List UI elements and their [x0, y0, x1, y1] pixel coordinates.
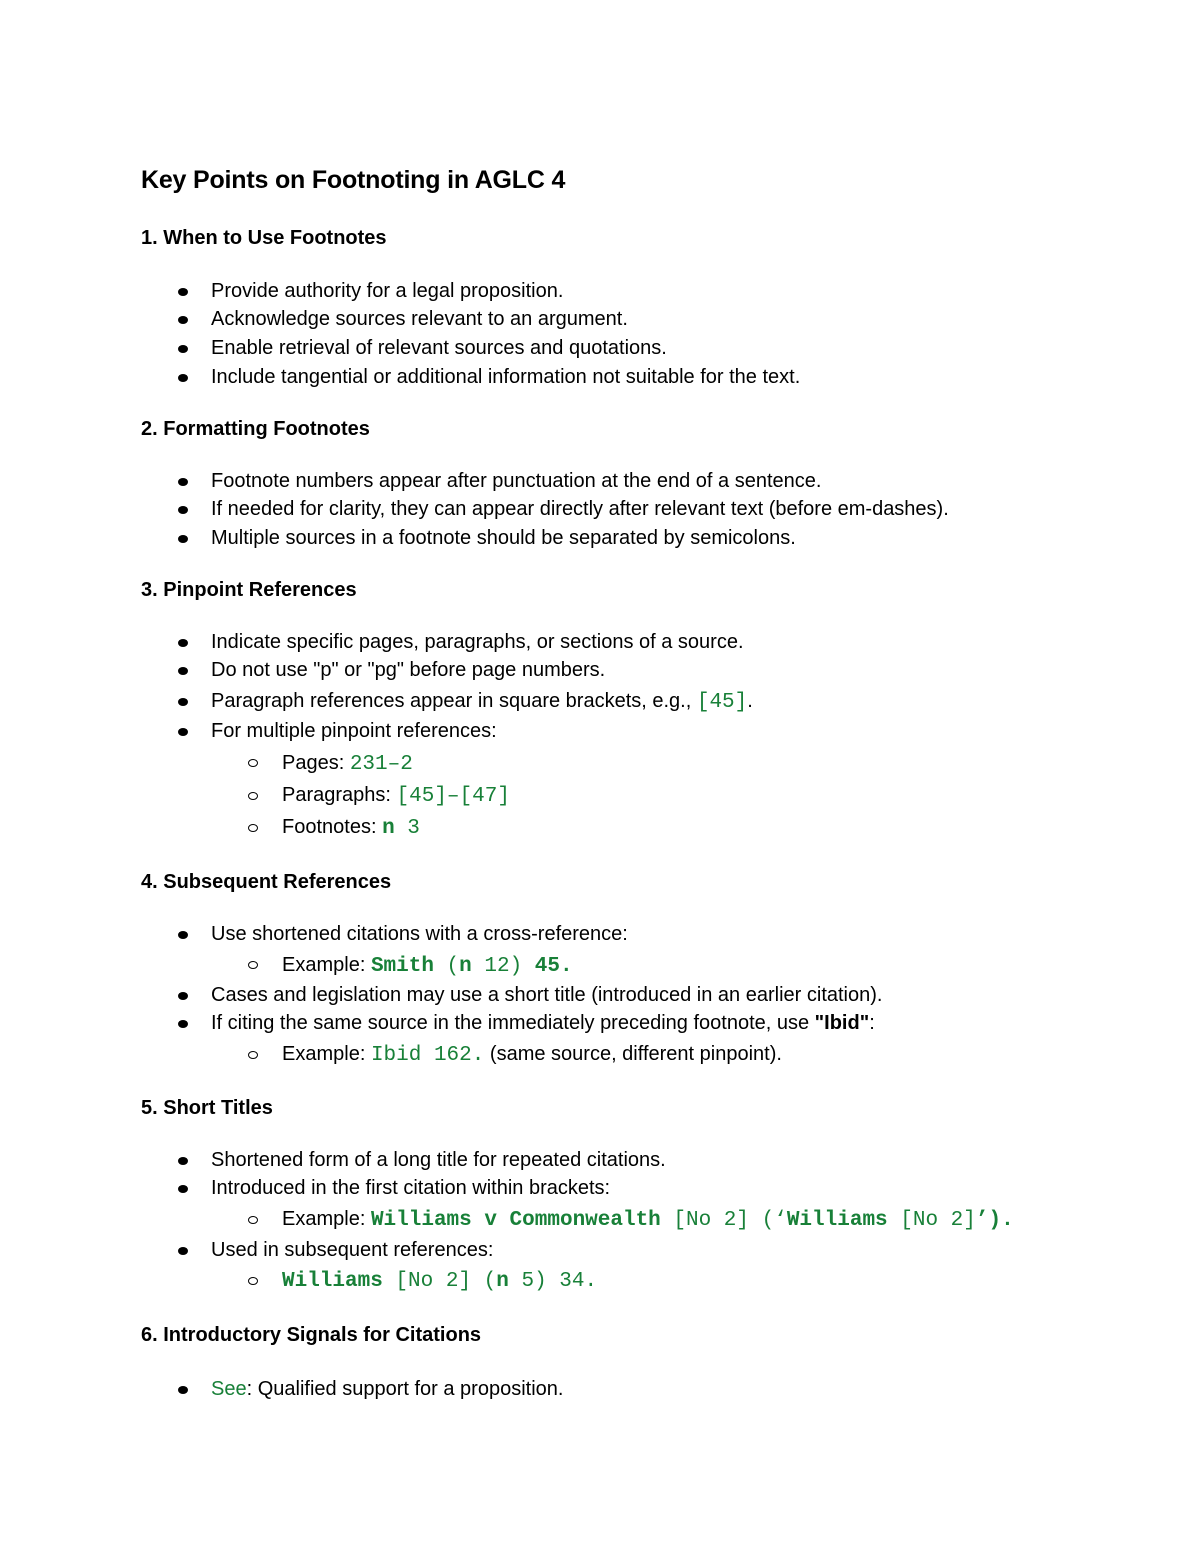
code-snippet: n	[382, 817, 395, 840]
section-heading-pinpoint: 3. Pinpoint References	[141, 579, 357, 601]
sub-list-item	[282, 1268, 597, 1294]
circle-bullet-icon	[248, 1216, 258, 1224]
list-item	[211, 689, 753, 715]
bullet-icon	[178, 316, 188, 324]
circle-bullet-icon	[248, 961, 258, 969]
punctuation: :	[869, 1012, 875, 1034]
sub-list-item	[282, 751, 413, 777]
bullet-icon	[178, 1020, 188, 1028]
bullet-icon	[178, 478, 188, 486]
bullet-icon	[178, 1247, 188, 1255]
code-snippet: (	[433, 955, 460, 978]
bullet-icon	[178, 288, 188, 296]
label: Example:	[282, 1208, 371, 1230]
code-snippet: Smith	[370, 955, 434, 978]
label: Footnotes:	[282, 816, 383, 838]
code-snippet: [45]	[696, 691, 748, 714]
bullet-icon	[178, 1157, 188, 1165]
bullet-icon	[178, 1185, 188, 1193]
section-heading-formatting: 2. Formatting Footnotes	[141, 418, 370, 440]
punctuation: .	[747, 690, 753, 712]
label: Example:	[282, 954, 371, 976]
circle-bullet-icon	[248, 1277, 258, 1285]
circle-bullet-icon	[248, 792, 258, 800]
list-item: Include tangential or additional information not suitable for the text.	[211, 366, 801, 388]
sub-list-item	[282, 953, 573, 979]
code-snippet: 231–2	[349, 753, 413, 776]
code-snippet: Ibid 162.	[370, 1044, 485, 1067]
bullet-icon	[178, 698, 188, 706]
list-item: Footnote numbers appear after punctuation at the end of a sentence.	[211, 470, 822, 492]
bullet-icon	[178, 374, 188, 382]
list-item: Use shortened citations with a cross-reference:	[211, 923, 628, 945]
code-snippet: 5) 34.	[508, 1270, 598, 1293]
bullet-icon	[178, 535, 188, 543]
signal-term: See	[211, 1378, 247, 1400]
bullet-icon	[178, 1386, 188, 1394]
code-snippet: n	[459, 955, 472, 978]
code-snippet: [No 2] (‘	[660, 1209, 787, 1232]
list-item: Indicate specific pages, paragraphs, or sections of a source.	[211, 631, 744, 653]
list-item: Multiple sources in a footnote should be separated by semicolons.	[211, 527, 796, 549]
list-item-text: Paragraph references appear in square brackets, e.g.,	[211, 690, 697, 712]
list-item-text: (same source, different pinpoint).	[484, 1043, 782, 1065]
bullet-icon	[178, 639, 188, 647]
code-snippet: 3	[394, 817, 420, 840]
list-item: For multiple pinpoint references:	[211, 720, 497, 742]
emphasis: "Ibid"	[814, 1012, 870, 1034]
bullet-icon	[178, 506, 188, 514]
sub-list-item	[282, 1042, 782, 1068]
code-snippet: 45.	[534, 955, 573, 978]
sub-list-item	[282, 783, 510, 809]
list-item: Enable retrieval of relevant sources and quotations.	[211, 337, 667, 359]
circle-bullet-icon	[248, 759, 258, 767]
label: Example:	[282, 1043, 371, 1065]
sub-list-item	[282, 815, 420, 841]
bullet-icon	[178, 931, 188, 939]
list-item: Cases and legislation may use a short title (introduced in an earlier citation).	[211, 984, 883, 1006]
code-snippet: [45]–[47]	[396, 785, 510, 808]
code-snippet: Williams	[786, 1209, 888, 1232]
code-snippet: 12)	[471, 955, 535, 978]
list-item: Introduced in the first citation within brackets:	[211, 1177, 611, 1199]
circle-bullet-icon	[248, 824, 258, 832]
bullet-icon	[178, 667, 188, 675]
list-item-text: : Qualified support for a proposition.	[246, 1378, 564, 1400]
label: Pages:	[282, 752, 350, 774]
circle-bullet-icon	[248, 1051, 258, 1059]
sub-list-item	[282, 1207, 1014, 1233]
bullet-icon	[178, 345, 188, 353]
list-item: Used in subsequent references:	[211, 1239, 494, 1261]
code-snippet: Williams	[282, 1270, 383, 1293]
code-snippet: n	[496, 1270, 509, 1293]
code-snippet: [No 2]	[887, 1209, 976, 1232]
section-heading-signals: 6. Introductory Signals for Citations	[141, 1324, 482, 1346]
list-item	[211, 1011, 875, 1035]
list-item: Do not use "p" or "pg" before page numbers.	[211, 659, 606, 681]
list-item: Acknowledge sources relevant to an argument.	[211, 308, 628, 330]
section-heading-short-titles: 5. Short Titles	[141, 1097, 273, 1119]
code-snippet: [No 2] (	[382, 1270, 497, 1293]
document-title: Key Points on Footnoting in AGLC 4	[141, 166, 566, 194]
list-item: If needed for clarity, they can appear directly after relevant text (before em-dashes).	[211, 498, 949, 520]
section-heading-when-to-use: 1. When to Use Footnotes	[141, 227, 387, 249]
bullet-icon	[178, 992, 188, 1000]
code-snippet: ’).	[975, 1209, 1014, 1232]
label: Paragraphs:	[282, 784, 397, 806]
section-heading-subsequent: 4. Subsequent References	[141, 871, 392, 893]
list-item	[211, 1377, 563, 1401]
code-snippet: Williams v Commonwealth	[370, 1209, 661, 1232]
list-item-text: If citing the same source in the immediately preceding footnote, use	[211, 1012, 815, 1034]
list-item: Shortened form of a long title for repeated citations.	[211, 1149, 666, 1171]
bullet-icon	[178, 728, 188, 736]
list-item: Provide authority for a legal proposition.	[211, 280, 564, 302]
